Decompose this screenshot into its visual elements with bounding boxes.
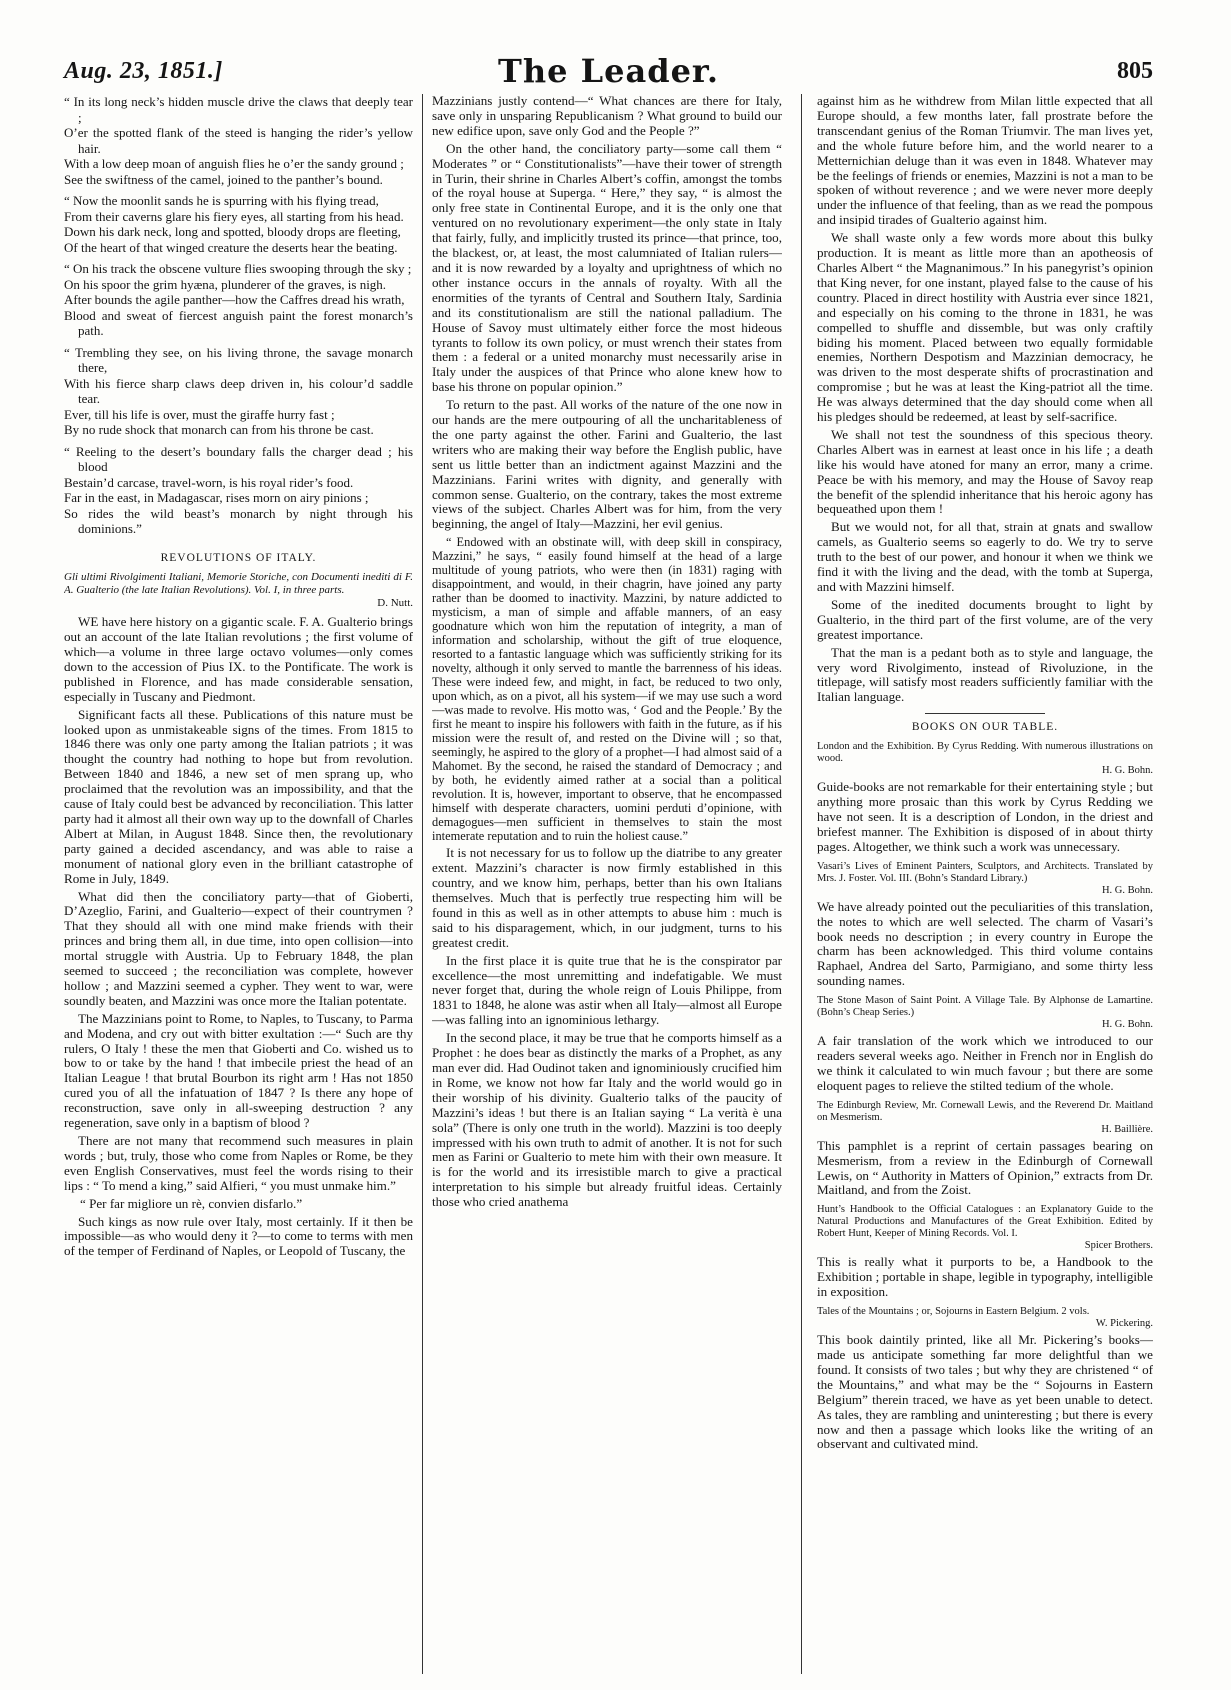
citation-publisher: D. Nutt. xyxy=(377,596,413,609)
book-title-text: Tales of the Mountains ; or, Sojourns in Eastern Belgium. 2 vols. xyxy=(817,1306,1090,1318)
paragraph: Significant facts all these. Publications of this nature must be looked upon as unmistakeable signs of the times. From 1815 to 1846 there was only one party among the Italian patriots ; it was thought the country had nothing to hope but from revolution. Between 1840 and 1846, a new set of men sprang up, who proclaimed that the revolution was an impossibility, and that the cause of Italy could best be advanced by reconciliation. This latter party had it almost all their own way up to the downfall of Charles Albert at Milan, in August 1848. Since then, the revolutionary party gained a decided ascendancy, and was able to raise a monument of national glory even in the brilliant catastrophe of Rome in July, 1849. xyxy=(64,706,413,886)
paragraph: WE have here history on a gigantic scale. F. A. Gualterio brings out an account of the late Italian revolutions ; the first volume of which—a volume in three large octavo volumes—only comes down to the accession of Pius IX. to the Pontificate. The work is published in Florence, and has made considerable sensation, especially in Tuscany and Piedmont. xyxy=(64,614,413,704)
poem-line: Of the heart of that winged creature the deserts hear the beating. xyxy=(64,239,398,255)
book-notice: This pamphlet is a reprint of certain passages bearing on Mesmerism, from a review in the Edinburgh of Cornewall Lewis, on “ Authority in Matters of Opinion,” extracts from Dr. Maitland, and from the Zoist. xyxy=(817,1137,1153,1198)
paragraph: In the second place, it may be true that he comports himself as a Prophet : he does bear as distinctly the marks of a Prophet, as any man ever did. Had Oudinot taken and ignominiously crucified him in Rome, we know not how far Italy and the world would go in their worship of his divinity. Gualterio talks of the paucity of Mazzini’s ideas ! but there is an Italian saying “ La verità è una sola” (There is only one truth in the world). Mazzini is too deeply impressed with his own truth to admit of another. It is not for such men as Farini or Gualterio to mete him with their own measure. It is for the world and its irresistible march to give a practical interpretation to his simple but already fruitful ideas. Certainly those who cried anathema xyxy=(432,1030,782,1210)
book-title-text: The Stone Mason of Saint Point. A Village Tale. By Alphonse de Lamartine. (Bohn’s Cheap Series.) xyxy=(817,995,1153,1019)
review-heading: REVOLUTIONS OF ITALY. xyxy=(160,551,317,564)
book-publisher: H. Baillière. xyxy=(1101,1123,1153,1135)
poem-line: “ Now the moonlit sands he is spurring with his flying tread, xyxy=(64,193,379,208)
quotation: “ Endowed with an obstinate will, with deep skill in conspiracy, Mazzini,” he says, “ easily found himself at the head of a large multitude of young patriots, who were then (in 1831) raging with disappointment, and would, in their chagrin, have joined any party rather than be doomed to inactivity. Mazzini, by nature addicted to mysticism, a man of simple and affable manners, of an easy goodnature which won him the reputation of integrity, a man of information and scholarship, without the gift of true eloquence, resorted to a fantastic language which was sufficiently striking for its novelty, although it only served to mantle the barrenness of his ideas. These were indeed few, and might, in fact, be reduced to two only, upon which, as on a pivot, all his system—if we may use such a word—was made to revolve. His motto was, ‘ God and the People.’ By the first he meant to inspire his followers with faith in the future, as if his mission were the result of, and rested on the Divine will ; so that, seemingly, he aspired to the glory of a prophet—I had almost said of a Mahomet. By the second, he raised the standard of Democracy ; and by both, he evidently aimed rather at a social than a political revolution. It is, however, important to observe, that he encompassed himself with desperate characters, uomini perduti d’opinione, with demagogues—men sufficient in themselves to stain the most intemerate reputation and to ruin the holiest cause.” xyxy=(432,535,782,844)
book-title xyxy=(817,1306,1153,1330)
poem-line: So rides the wild beast’s monarch by night through his dominions.” xyxy=(64,505,413,536)
poem-line: Bestain’d carcase, travel-worn, is his royal rider’s food. xyxy=(64,474,354,490)
poem-line: With his fierce sharp claws deep driven in, his colour’d saddle tear. xyxy=(64,375,413,406)
paragraph: There are not many that recommend such measures in plain words ; but, truly, those who come from Naples or Rome, be they even English Conservatives, must feel the words rising to their lips : “ To mend a king,” said Alfieri, “ you must unmake him.” xyxy=(64,1133,413,1193)
poem-line: From their caverns glare his fiery eyes, all starting from his head. xyxy=(64,208,404,224)
paragraph: Such kings as now rule over Italy, most certainly. If it then be impossible—as who would deny it ?—to come to terms with men of the temper of Ferdinand of Naples, or Leopold of Tuscany, the xyxy=(64,1213,413,1259)
poem-line: Ever, till his life is over, must the giraffe hurry fast ; xyxy=(64,406,335,422)
poem-line: By no rude shock that monarch can from his throne be cast. xyxy=(64,422,374,437)
column-2 xyxy=(432,94,782,1674)
poem-line: Down his dark neck, long and spotted, bloody drops are fleeting, xyxy=(64,224,401,239)
book-title-text: Vasari’s Lives of Eminent Painters, Sculptors, and Architects. Translated by Mrs. J. Foster. Vol. III. (Bohn’s Standard Library.) xyxy=(817,860,1153,884)
book-title xyxy=(817,995,1153,1031)
review-citation xyxy=(64,571,413,609)
paragraph: But we would not, for all that, strain at gnats and swallow camels, as Gualterio seems so eagerly to do. We try to serve truth to the best of our power, and honour it when we think we find it with the living and the dead, with the tomb at Superga, and with Mazzini himself. xyxy=(817,519,1153,594)
paragraph: Mazzinians justly contend—“ What chances are there for Italy, save only in unsparing Republicanism ? What ground to build our new edifice upon, save only God and the People ?” xyxy=(432,94,782,138)
book-publisher: Spicer Brothers. xyxy=(1084,1240,1153,1252)
paragraph: The Mazzinians point to Rome, to Naples, to Tuscany, to Parma and Modena, and cry out with bitter exultation :—“ Such are thy rulers, O Italy ! these the men that Gioberti and Co. wished us to bow to or take by the hand ! that imbecile priest the head of an Italian League ! that brutal Bourbon its right arm ! Has not 1850 cured you of all the infatuation of 1847 ? Is there any hope of reconstruction, save only in all-sweeping destruction ? any regeneration, save only in a baptism of blood ? xyxy=(64,1010,413,1131)
paragraph: Some of the inedited documents brought to light by Gualterio, in the third part of the first volume, are of the very greatest importance. xyxy=(817,596,1153,642)
books-heading: BOOKS ON OUR TABLE. xyxy=(911,721,1059,734)
poem-line: After bounds the agile panther—how the Caffres dread his wrath, xyxy=(64,292,405,307)
poem-stanza xyxy=(64,193,413,255)
section-divider xyxy=(925,713,1045,714)
poem-line: On his spoor the grim hyæna, plunderer of the graves, is nigh. xyxy=(64,276,387,292)
book-title-text: The Edinburgh Review, Mr. Cornewall Lewis, and the Reverend Dr. Maitland on Mesmerism. xyxy=(817,1099,1153,1123)
paragraph: We shall waste only a few words more about this bulky production. It is meant as little more than an apotheosis of Charles Albert “ the Magnanimous.” In his panegyrist’s opinion that King never, for one instant, played false to the cause of his country. Placed in direct hostility with Austria ever since 1821, and especially on his coming to the throne in 1831, he was compelled to shuffle and dissemble, but was only craftily biding his moment. Placed between two equally formidable enemies, Northern Despotism and Mazzinian democracy, he was driven to the most desperate shifts of procrastination and compromise ; but he was at least the King-patriot all the time. He was always determined that the day should come when all his pledges should be redeemed, at least by self-sacrifice. xyxy=(817,230,1153,425)
book-title xyxy=(817,861,1153,897)
citation-text: Gli ultimi Rivolgimenti Italiani, Memorie Storiche, con Documenti inediti di F. A. Gualterio (the late Italian Revolutions). Vol. I, in three parts. xyxy=(64,571,413,596)
poem-line: “ Reeling to the desert’s boundary falls the charger dead ; his blood xyxy=(64,443,413,474)
column-3 xyxy=(817,94,1153,1674)
column-1 xyxy=(64,94,413,1674)
book-title xyxy=(817,1204,1153,1252)
quotation: “ Per far migliore un rè, convien disfarlo.” xyxy=(80,1195,303,1211)
column-rule xyxy=(801,94,802,1674)
book-notice: Guide-books are not remarkable for their entertaining style ; but anything more prosaic than this work by Cyrus Redding we have not seen. It is a description of London, in the driest and briefest manner. The Exhibition is disposed of in about thirty pages. Altogether, we think such a work was unnecessary. xyxy=(817,779,1153,854)
page-number: 805 xyxy=(1117,58,1153,84)
masthead xyxy=(64,52,1153,92)
poem-line: “ On his track the obscene vulture flies swooping through the sky ; xyxy=(64,261,412,276)
book-notice: We have already pointed out the peculiarities of this translation, the notes to which are well selected. The charm of Vasari’s book needs no description ; in every country in Europe the charm has been acknowledged. This third volume contains Raphael, Andrea del Sarto, Parmigiano, and some thirty less sounding names. xyxy=(817,898,1153,989)
poem-line: O’er the spotted flank of the steed is hanging the rider’s yellow hair. xyxy=(64,125,413,156)
poem-line: Blood and sweat of fiercest anguish paint the forest monarch’s path. xyxy=(64,307,413,338)
book-notice: This is really what it purports to be, a Handbook to the Exhibition ; portable in shape, legible in typography, intelligible in exposition. xyxy=(817,1254,1153,1300)
paragraph: That the man is a pedant both as to style and language, the very word Rivolgimento, instead of Rivoluzione, in the titlepage, will satisfy most readers sufficiently familiar with the Italian language. xyxy=(817,644,1153,705)
book-title-text: Hunt’s Handbook to the Official Catalogues : an Explanatory Guide to the Natural Productions and Manufactures of the Great Exhibition. Edited by Robert Hunt, Keeper of Mining Records. Vol. I. xyxy=(817,1204,1153,1240)
issue-date: Aug. 23, 1851.] xyxy=(64,58,223,84)
poem-stanza xyxy=(64,345,413,438)
newspaper-title: The Leader. xyxy=(498,52,719,90)
column-rule xyxy=(422,94,423,1674)
paragraph: against him as he withdrew from Milan little expected that all Europe should, a few months later, fall prostrate before the transcendant genius of the Roman Triumvir. The man lives yet, and the whole future before him, and the world nearer to a Metternichian deluge than it was even in 1848. Whatever may be the feelings of friends or enemies, Mazzini is not a man to be spoken of without reverence ; and we were never more deeply under the influence of that feeling, than as we read the pompous and insipid tirades of Gualterio against him. xyxy=(817,94,1153,228)
poem-stanza xyxy=(64,94,413,187)
poem-line: “ In its long neck’s hidden muscle drive the claws that deeply tear ; xyxy=(64,94,413,125)
paragraph: In the first place it is quite true that he is the conspirator par excellence—the most unremitting and indefatigable. We must never forget that, during the whole reign of Louis Philippe, from 1831 to 1848, he alone was astir when all Italy—almost all Europe—was falling into an ignominious lethargy. xyxy=(432,952,782,1028)
poem-line: Far in the east, in Madagascar, rises morn on airy pinions ; xyxy=(64,490,369,505)
paragraph: On the other hand, the conciliatory party—some call them “ Moderates ” or “ Constitutionalists”—have their tower of strength in Turin, their shrine in Charles Albert’s coffin, amongst the tombs of the royal house at Superga. “ Here,” they say, “ is almost the only free state in Continental Europe, and it is the only one that ventured on no revolutionary experiment—the only state in Italy that fairly, fully, and implicitly trusted its prince—that prince, too, the blackest, or, at least, the most calumniated of Italian rulers—and it is now rewarded by a loyalty and uprightness of which no other instance occurs in the annals of royalty. With all the enormities of the tyrants of Central and Southern Italy, Sardinia and its constitutionalism are still the national palladium. The House of Savoy must ultimately either force the most hideous tyrants to follow its own policy, or must wrench their states from them : a federal or a united monarchy must necessarily arise in Italy under the auspices of that Prince who alone knew how to base his throne on popular opinion.” xyxy=(432,140,782,395)
poem-stanza xyxy=(64,444,413,537)
book-title xyxy=(817,1100,1153,1136)
paragraph: We shall not test the soundness of this specious theory. Charles Albert was in earnest at least once in his life ; a death like his would have atoned for many an error, many a crime. Peace be with his memory, and may the House of Savoy reap the benefit of the splendid inheritance that his heroic agony has bequeathed upon them ! xyxy=(817,426,1153,517)
poem xyxy=(64,94,413,537)
book-notice: A fair translation of the work which we introduced to our readers several weeks ago. Neither in French nor in English do we think it calculated to win much favour ; but there are some eloquent pages to relieve the stilted tedium of the whole. xyxy=(817,1033,1153,1093)
book-publisher: H. G. Bohn. xyxy=(1101,884,1153,896)
article-columns xyxy=(64,94,1153,1674)
book-publisher: H. G. Bohn. xyxy=(1101,1019,1153,1031)
book-title xyxy=(817,741,1153,777)
book-notice: This book daintily printed, like all Mr. Pickering’s books—made us anticipate something far more delightful than we found. It consists of two tales ; but why they are christened “ of the Mountains,” and what may be the “ Sojourns in Eastern Belgium” therein traced, we have as yet been unable to detect. As tales, they are rambling and uninteresting ; but there is every now and then a passage which looks like the writing of an observant and cultivated mind. xyxy=(817,1332,1153,1452)
book-publisher: H. G. Bohn. xyxy=(1101,765,1153,777)
paragraph: What did then the conciliatory party—that of Gioberti, D’Azeglio, Farini, and Gualterio—expect of their countrymen ? That they should all with one mind make friends with their princes and bring them all, in due time, into open collision—into mortal struggle with Austria. Up to February 1848, the plan seemed to succeed ; the reconciliation was complete, however hollow ; and Mazzini seemed a cypher. They went to war, were soundly beaten, and Mazzini was once more the Italian potentate. xyxy=(64,888,413,1008)
paragraph: To return to the past. All works of the nature of the one now in our hands are the mere outpouring of all the uncharitableness of the one party against the other. Farini and Gualterio, the last writers who are making their way before the English public, have sent us little better than an indictment against Mazzini and the Mazzinians. Farini writes with dignity, and generally with common sense. Gualterio, on the contrary, takes the most extreme views of the subject. Charles Albert was for him, from the very beginning, the angel of Italy—Mazzini, her evil genius. xyxy=(432,397,782,532)
poem-line: See the swiftness of the camel, joined to the panther’s bound. xyxy=(64,171,383,187)
paragraph: It is not necessary for us to follow up the diatribe to any greater extent. Mazzini’s character is now firmly established in this country, and we know him, perhaps, better than his own Italians themselves. Much that is perfectly true respecting him will be found in this as well as in other attempts to abuse him : much is said to his disparagement, which, in our judgment, turns to his greatest credit. xyxy=(432,845,782,950)
book-title-text: London and the Exhibition. By Cyrus Redding. With numerous illustrations on wood. xyxy=(817,741,1153,765)
book-publisher: W. Pickering. xyxy=(1095,1318,1153,1330)
poem-stanza xyxy=(64,261,413,339)
poem-line: “ Trembling they see, on his living throne, the savage monarch there, xyxy=(64,344,413,375)
poem-line: With a low deep moan of anguish flies he o’er the sandy ground ; xyxy=(64,156,404,171)
